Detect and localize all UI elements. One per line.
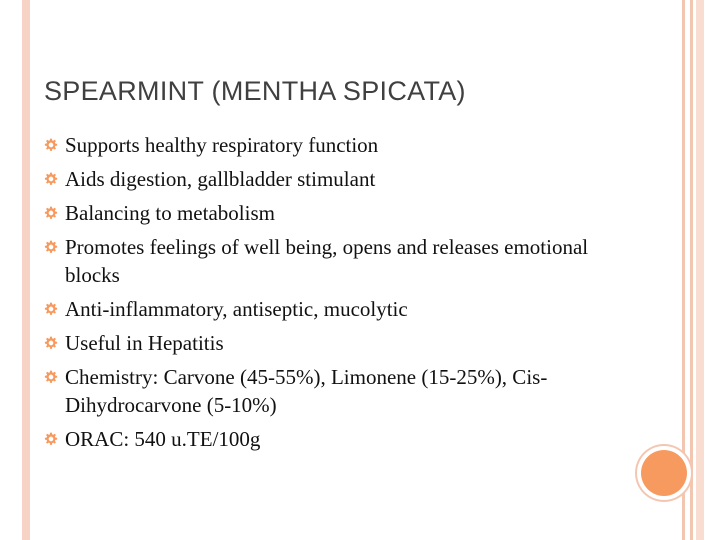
bullet-item (44, 233, 604, 289)
bullet-item (44, 165, 604, 193)
bullet-item (44, 363, 604, 419)
left-frame-stripe (22, 0, 30, 540)
gear-bullet-icon (44, 240, 58, 254)
bullet-item (44, 329, 604, 357)
bullet-text: ORAC: 540 u.TE/100g (65, 427, 261, 451)
gear-bullet-icon (44, 138, 58, 152)
bullet-item (44, 199, 604, 227)
gear-bullet-icon (44, 336, 58, 350)
right-frame-stripe (696, 0, 704, 540)
bullet-text: Chemistry: Carvone (45-55%), Limonene (15-25%), Cis-Dihydrocarvone (5-10%) (65, 365, 548, 417)
bullet-list (44, 131, 604, 459)
gear-bullet-icon (44, 302, 58, 316)
bullet-text: Promotes feelings of well being, opens and releases emotional blocks (65, 235, 589, 287)
gear-bullet-icon (44, 432, 58, 446)
bullet-item (44, 425, 604, 453)
bullet-text: Anti-inflammatory, antiseptic, mucolytic (65, 297, 408, 321)
bullet-text: Balancing to metabolism (65, 201, 275, 225)
slide-title: SPEARMINT (MENTHA SPICATA) (44, 76, 466, 106)
bullet-text: Useful in Hepatitis (65, 331, 224, 355)
right-frame-line (690, 0, 693, 540)
gear-bullet-icon (44, 370, 58, 384)
bullet-item (44, 295, 604, 323)
bullet-item (44, 131, 604, 159)
bullet-text: Supports healthy respiratory function (65, 133, 379, 157)
decorative-orange-circle (641, 450, 687, 496)
gear-bullet-icon (44, 172, 58, 186)
bullet-text: Aids digestion, gallbladder stimulant (65, 167, 376, 191)
gear-bullet-icon (44, 206, 58, 220)
